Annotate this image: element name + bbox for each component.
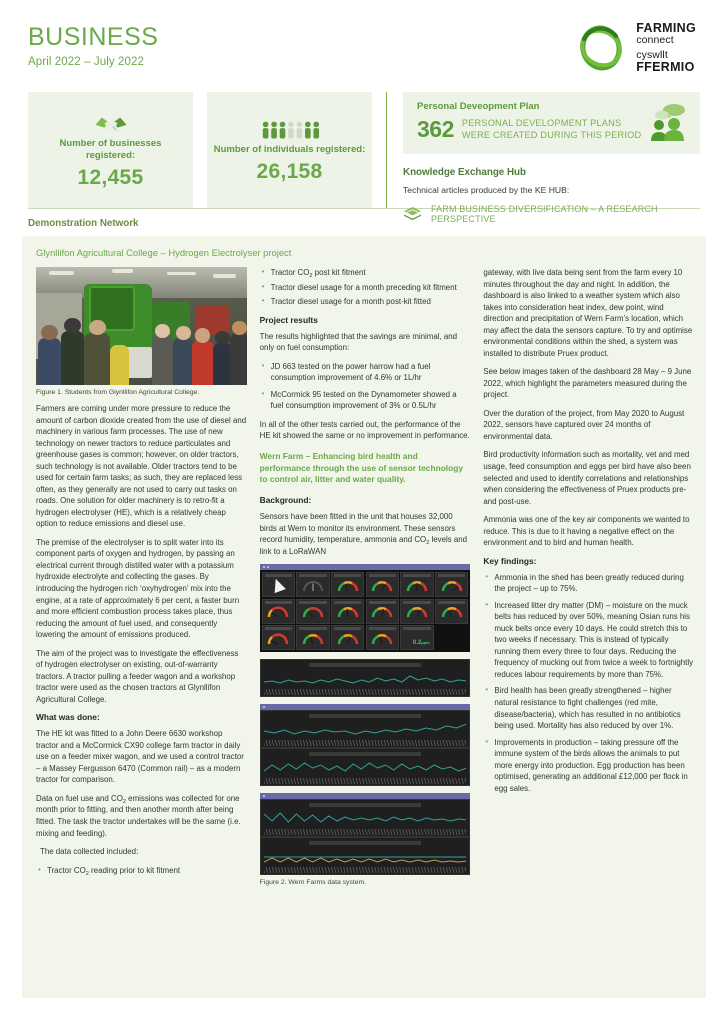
list-item: • Tractor diesel usage for a month post-kit fitted <box>260 296 471 308</box>
dashboard-gauges-panel <box>260 564 471 652</box>
c1-paragraph-2: The premise of the electrolyser is to split water into its component parts of oxygen and hydrogen, by passing an electrical current through distilled water with a potassium hydroxide electrolyte and collecting the gases. By introducing the hydrogen rich ‘oxyhydrogen’ mix into the engine, at a rate of approximately 6 per cent, a faster burn and more efficient combustion process takes place, thus reducing the amount of fuel used, and consequently lowering the amount of emissions produced. <box>36 537 240 640</box>
list-item: • Tractor $CO_2$ post kit fitment <box>260 267 471 279</box>
list-item: • Tractor $CO_2$ reading prior to kit fitment <box>36 865 247 877</box>
heading-key-findings: Key findings: <box>483 555 537 566</box>
ke-hub-article-label: FARM BUSINESS DIVERSIFICATION – A RESEARCH PERSPECTIVE <box>431 204 658 224</box>
line-chart <box>260 799 471 837</box>
wern-farm-title: Wern Farm – Enhancing bird health and performance through the use of sensor technology to control air, litter and water quality. <box>259 450 464 485</box>
gauge-cell <box>296 599 329 624</box>
logo-line-3: cyswllt <box>636 49 668 62</box>
c1-wwd-2: Data on fuel use and $CO_2$ emissions was collected for one month prior to fitting, and then another month after being fitted. The task the tractor undertakes will be the same (i.e. mixing and feeding). <box>36 793 241 838</box>
c1-data-collected-intro: The data collected included: <box>40 847 139 857</box>
c2-background: Sensors have been fitted in the unit that houses 32,000 birds at Wern to monitor its environment. These sensors record humidity, temperature, ammonia and $CO_2$ levels and link to a LoRaWAN <box>259 512 468 556</box>
gauge-cell <box>400 599 433 624</box>
gauge-cell <box>435 599 468 624</box>
gauge-big-value: 0.2 <box>412 640 422 647</box>
heading-background: Background: <box>259 495 312 506</box>
c2-data-collected-list <box>260 267 471 308</box>
list-item: • Tractor diesel usage for a month preceding kit fitment <box>260 282 471 294</box>
stat-label: Number of businesses registered: <box>59 138 162 161</box>
stat-value: 12,455 <box>77 165 144 189</box>
list-item: • Bird health has been greatly strengthened – higher natural resistance to fight challenges (red mite, disease/bacteria), which has resulted in no antibiotics being used. Mortality has also reduced by over 1%. <box>483 685 694 731</box>
page-title: BUSINESS <box>28 23 159 51</box>
page-period: April 2022 – July 2022 <box>28 56 144 69</box>
figure-2-dashboard <box>260 564 471 875</box>
gauge-cell <box>262 625 295 650</box>
c2-results-list <box>260 361 471 412</box>
panel-title: Glynllifon Agricultural College – Hydrogen Electrolyser project <box>36 247 292 258</box>
dashboard-chart-panel-1 <box>260 659 471 697</box>
ke-hub-title: Knowledge Exchange Hub <box>403 167 527 178</box>
ke-hub-article-link[interactable] <box>403 204 676 224</box>
people-group-icon <box>260 114 320 140</box>
c1-paragraph-3: The aim of the project was to investigate the effectiveness of hydrogen electrolyser on existing, out-of-warranty tractors. A tractor pulling a feeder wagon and a workshop tractor were used as the chosen tractors at Glynllifon Agricultural College. <box>36 648 239 704</box>
gauge-cell <box>296 572 329 597</box>
list-item: • JD 663 tested on the power harrow had a fuel consumption improvement of 4.6% or 1L/hr <box>260 361 471 384</box>
gauge-cell <box>435 572 468 597</box>
c3-paragraph-1: gateway, with live data being sent from the farm every 10 minutes throughout the day and night. In addition, the dashboard is also linked to a weather system which also takes into consideration heat index, dew point, wind direction and precipitation of Wern Farm’s location, which may affect the data the sensors capture. To try and optimise environmental conditions within the shed, a system was installed to distribute Pruex product. <box>483 268 693 358</box>
gauge-cell <box>296 625 329 650</box>
brand-logo-text <box>636 22 696 74</box>
c3-paragraph-5: Ammonia was one of the key air components we wanted to reduce. This is due to it having a negative effect on the environment and to bird and human health. <box>483 515 690 548</box>
line-chart <box>260 710 471 748</box>
heading-what-was-done: What was done: <box>36 712 100 723</box>
c2-results-intro: The results highlighted that the savings are minimal, and only on fuel consumption: <box>259 331 458 353</box>
gauge-cell <box>366 599 399 624</box>
pdp-content <box>417 101 646 143</box>
pdp-title: Personal Deveopment Plan <box>417 101 540 112</box>
c3-paragraph-4: Bird productivity information such as mortality, vet and med usage, feed consumption and eggs per bird have also been selected and used to identify correlations and relationships when considering the effectiveness of Pruex products pre- and post-use. <box>483 450 691 506</box>
pdp-column <box>403 92 700 224</box>
section-title: Demonstration Network <box>28 218 139 229</box>
logo-line-4: FFERMIO <box>636 60 695 75</box>
brand-logo <box>575 20 700 74</box>
ke-hub-subtitle: Technical articles produced by the KE HUB: <box>403 185 570 195</box>
line-chart <box>260 837 471 875</box>
column-2 <box>260 267 471 893</box>
gauge-cell <box>366 625 399 650</box>
list-item: • Improvements in production – taking pressure off the immune system of the birds allows the animals to put more energy into production. Egg production has been optimised, generating an additional £12,000 per flock in egg sales. <box>483 737 694 795</box>
gauge-cell <box>400 572 433 597</box>
handshake-icon <box>91 108 131 134</box>
stat-card-businesses <box>28 92 193 208</box>
stat-label: Number of individuals registered: <box>213 144 366 156</box>
dashboard-chart-panel-2 <box>260 704 471 786</box>
layered-diamond-icon <box>403 206 422 222</box>
c2-results-outro: In all of the other tests carried out, the performance of the HE kit showed the same or no improvement in performance. <box>259 419 470 441</box>
title-block <box>28 20 158 68</box>
gauge-cell <box>262 572 295 597</box>
list-item: • McCormick 95 tested on the Dynamometer showed a fuel consumption improvement of 3% or 0.5L/hr <box>260 389 471 412</box>
c3-paragraph-3: Over the duration of the project, from May 2020 to August 2022, sensors have captured over 24 months of environmental data. <box>483 408 685 441</box>
logo-line-1: FARMING <box>636 21 696 35</box>
gauge-cell <box>366 572 399 597</box>
dashboard-chart-panel-3 <box>260 793 471 875</box>
people-speech-bubble-icon <box>646 103 688 141</box>
demonstration-network-panel <box>22 236 706 998</box>
pdp-number: 362 <box>417 116 454 142</box>
list-item: • Increased litter dry matter (DM) – moisture on the muck belts has reduced by over 50%, meaning Osian runs his muck belts once every 10 days. He could stretch this to two weeks if necessary. This is instead of typically running them every three to four days. Reducing the frequency of mucking out from twice a week to fortnightly reduces labour requirements by more than 75%. <box>483 600 694 681</box>
heading-project-results: Project results <box>259 314 318 325</box>
registration-stats <box>28 92 372 208</box>
line-chart <box>260 748 471 786</box>
pdp-card <box>403 92 700 154</box>
vertical-divider <box>386 92 387 208</box>
figure-2-caption: Figure 2. Wern Farms data system. <box>259 879 367 887</box>
stat-value: 26,158 <box>256 159 323 183</box>
figure-1-caption: Figure 1. Students from Glynllifon Agricultural College. <box>36 389 200 396</box>
c3-paragraph-2: See below images taken of the dashboard 28 May – 9 June 2022, which highlight the parameters measured during the project. <box>483 367 692 400</box>
three-column-layout <box>36 267 694 893</box>
gauge-cell <box>331 599 364 624</box>
gauge-grid <box>260 570 471 652</box>
c3-key-findings-list <box>483 572 694 795</box>
c1-paragraph-1: Farmers are coming under more pressure to reduce the amount of carbon dioxide created from the use of diesel and machinery in various farm processes. The use of new technology on newer tractors to reduce particulates and greenhouse gases is common; however, on older tractors, such technology is not available. Older tractors tend to be used for certain farm tasks; as such, they are replaced less often, as they generally are not used to carry out tasks on roads. One solution for older machinery is to retro-fit a hydrogen electrolyser (HE), which is a relatively cheap option to reduce emissions and diesel use. <box>36 404 247 529</box>
gauge-cell-large-value <box>400 625 433 650</box>
list-item: • Ammonia in the shed has been greatly reduced during the project – up to 75%. <box>483 572 694 595</box>
line-chart <box>260 659 471 697</box>
gauge-cell <box>331 572 364 597</box>
pdp-row <box>417 116 646 143</box>
page-header <box>0 0 724 92</box>
column-1 <box>36 267 247 893</box>
logo-line-2: connect <box>636 34 674 47</box>
gauge-cell <box>262 599 295 624</box>
knowledge-exchange-hub <box>403 154 700 224</box>
gauge-big-unit: ppm <box>421 640 430 646</box>
gauge-cell <box>331 625 364 650</box>
figure-1-photo <box>36 267 247 385</box>
pdp-description: PERSONAL DEVELOPMENT PLANS WERE CREATED DURING THIS PERIOD <box>461 117 642 140</box>
stat-card-individuals <box>207 92 372 208</box>
c1-wwd-1: The HE kit was fitted to a John Deere 6630 workshop tractor and a McCormick CX90 college farm tractor in daily use on a feeder mixer wagon, and we used a control tractor – a Massey Fergusson 6470 (Common rail) – as a modern tractor for comparison. <box>36 729 244 785</box>
farming-connect-swirl-logo-icon <box>575 22 627 74</box>
c1-data-collected-list <box>36 865 247 877</box>
column-3 <box>483 267 694 893</box>
